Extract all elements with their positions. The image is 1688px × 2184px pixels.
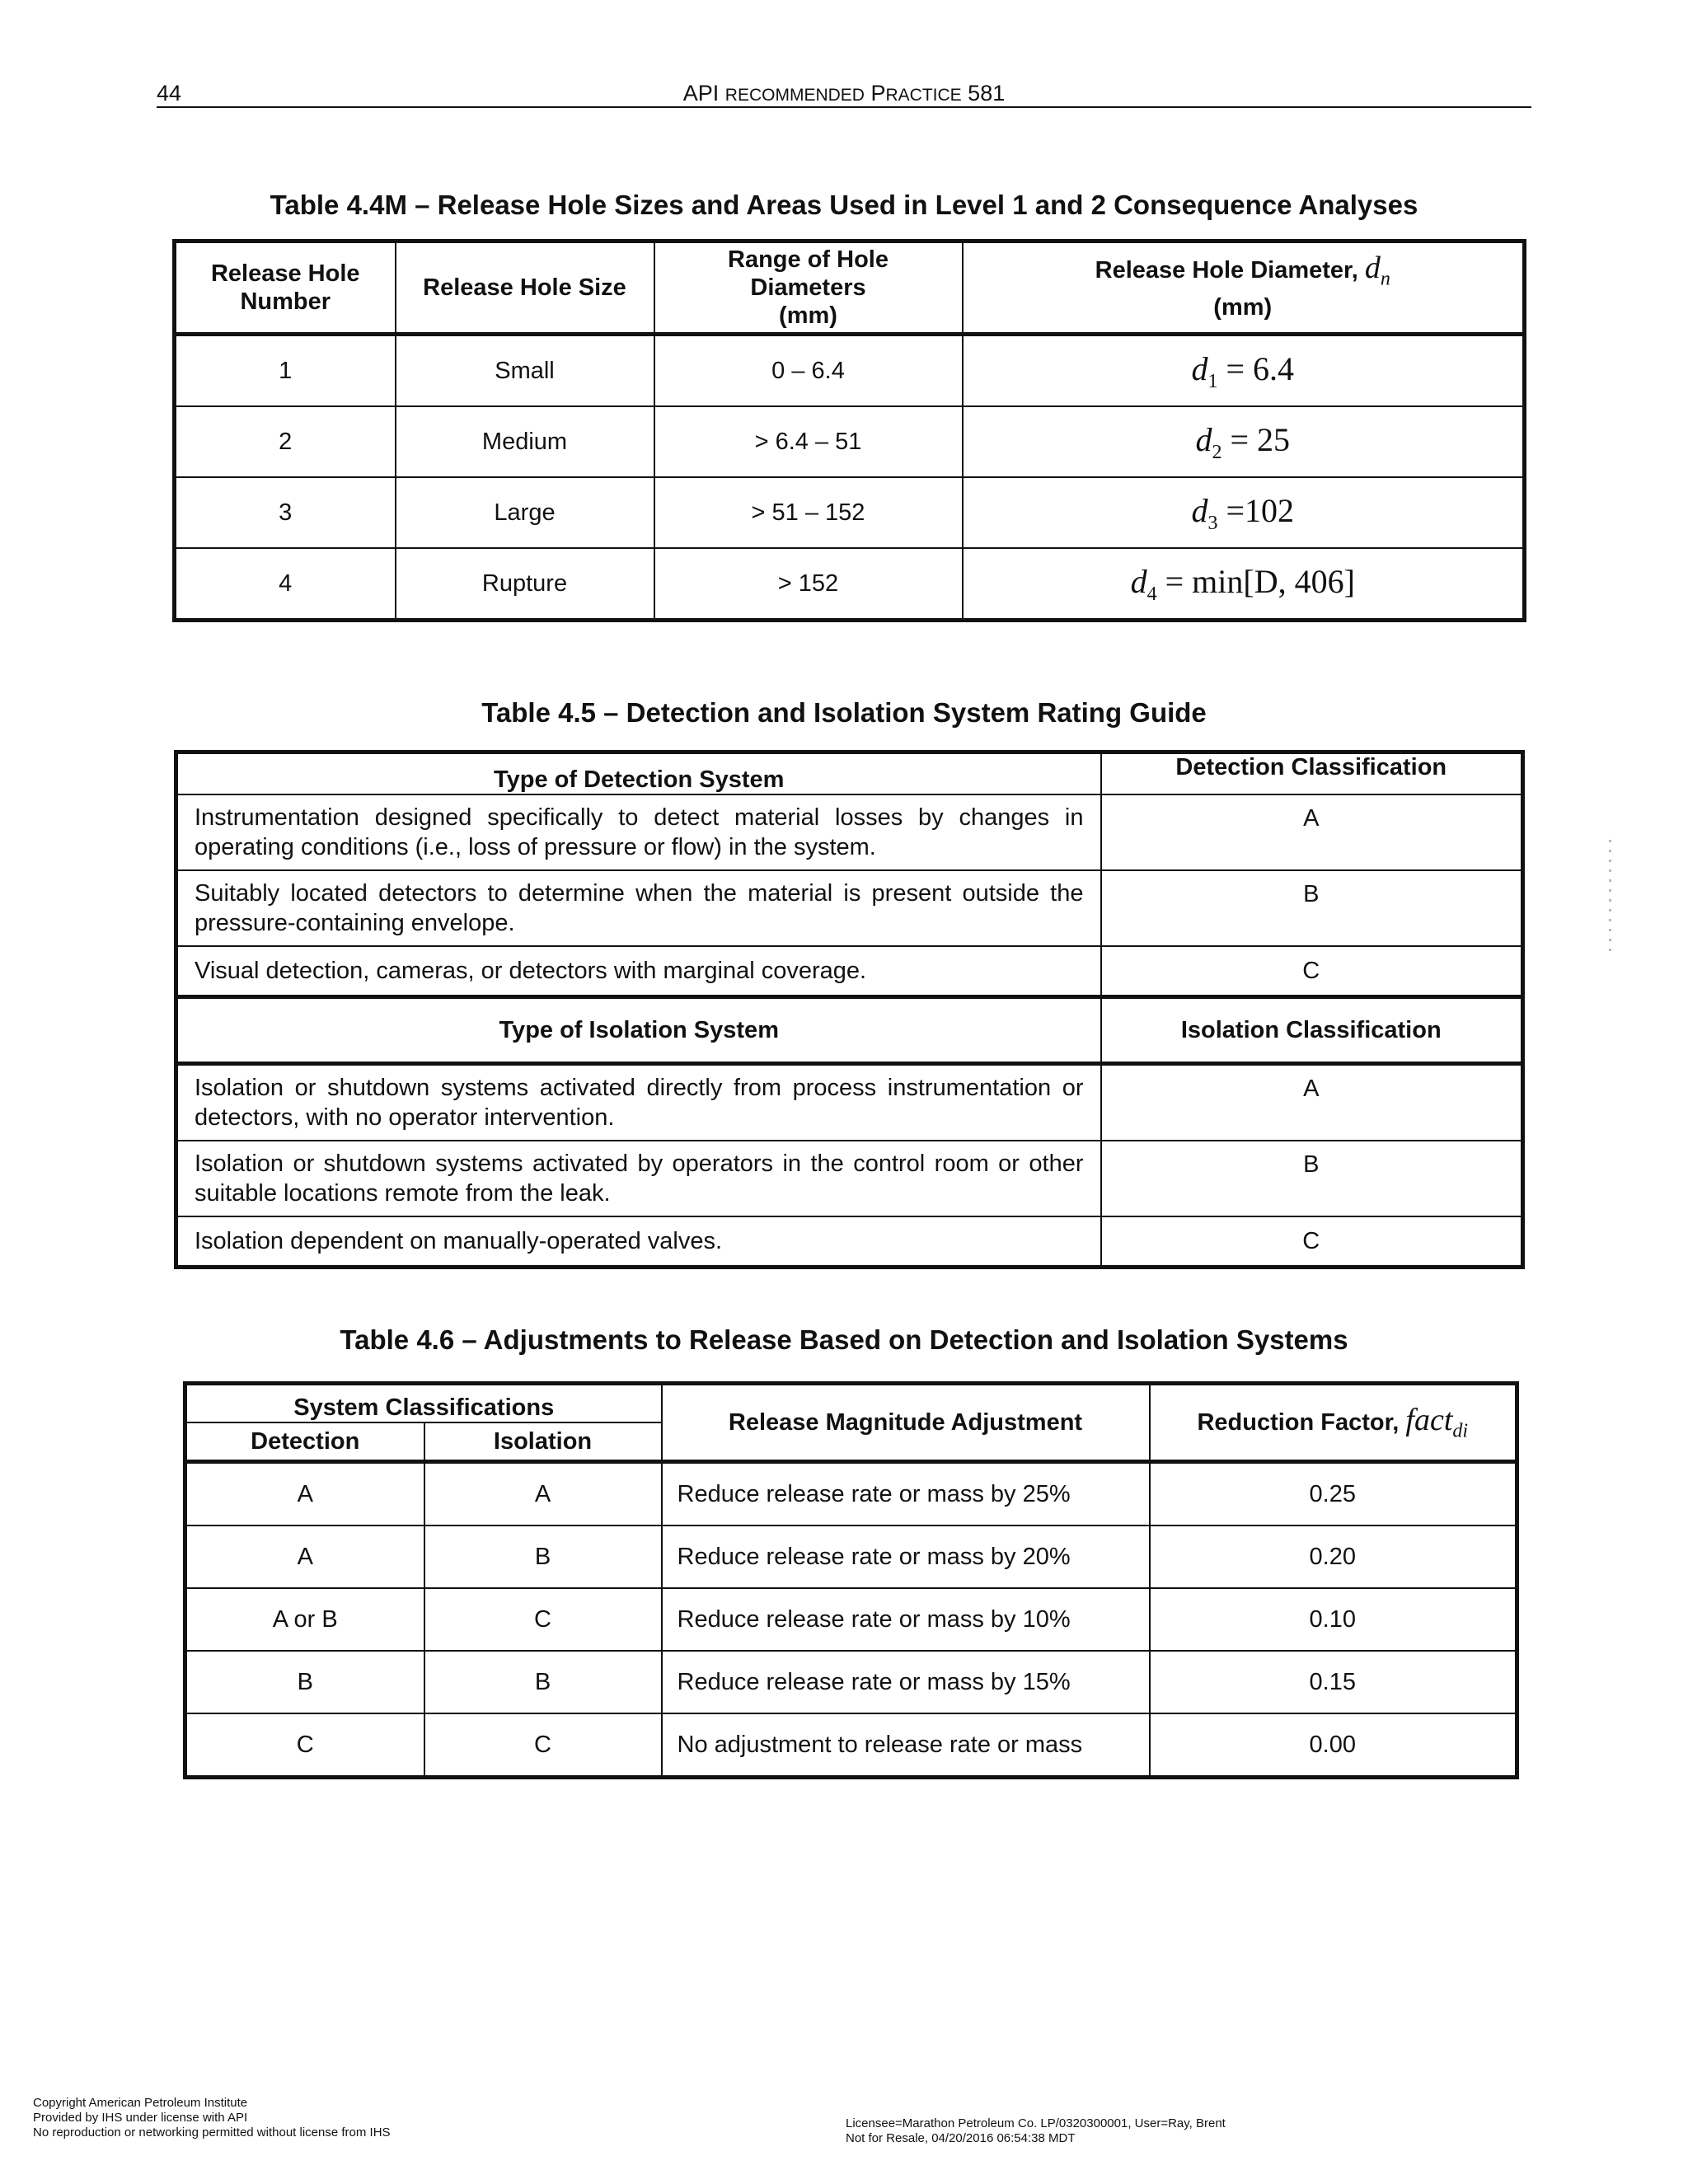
detection-cell: B <box>185 1651 424 1713</box>
detection-isolation-table <box>174 750 1525 1269</box>
hole-size-cell: Medium <box>396 406 654 477</box>
classification-cell: B <box>1101 1141 1523 1216</box>
table-row <box>176 1064 1523 1141</box>
table-44m-caption: Table 4.4M – Release Hole Sizes and Areas Used in Level 1 and 2 Consequence Analyses <box>270 190 1418 220</box>
hole-number-cell: 4 <box>175 548 396 621</box>
reduction-factor-cell: 0.10 <box>1150 1588 1517 1651</box>
system-description-cell: Isolation or shutdown systems activated by operators in the control room or other suitable locations remote from the leak. <box>176 1141 1101 1216</box>
system-description-cell: Isolation dependent on manually-operated valves. <box>176 1216 1101 1268</box>
adjustment-header: Release Magnitude Adjustment <box>662 1384 1150 1462</box>
header-rule <box>157 106 1531 108</box>
factor-header: Reduction Factor, fact$_{di}$ <box>1150 1384 1517 1462</box>
detection-type-header: Type of Detection System <box>176 752 1101 795</box>
hole-number-cell: 2 <box>175 406 396 477</box>
release-hole-table <box>172 239 1526 622</box>
isolation-cell: B <box>424 1651 662 1713</box>
hole-range-cell: > 152 <box>654 548 963 621</box>
table-row <box>185 1713 1517 1778</box>
detection-cell: C <box>185 1713 424 1778</box>
detection-cell: A or B <box>185 1588 424 1651</box>
classification-cell: A <box>1101 794 1523 870</box>
isolation-cell: A <box>424 1462 662 1526</box>
reduction-factor-cell: 0.00 <box>1150 1713 1517 1778</box>
hole-range-cell: > 51 – 152 <box>654 477 963 548</box>
footer-license: Licensee=Marathon Petroleum Co. LP/0320300001, User=Ray, Brent Not for Resale, 04/20/2016 06:54:38 MDT <box>846 2116 1226 2145</box>
adjustment-cell: Reduce release rate or mass by 10% <box>662 1588 1150 1651</box>
table-row <box>175 406 1525 477</box>
margin-marks <box>1609 832 1614 1080</box>
hole-range-cell: 0 – 6.4 <box>654 335 963 407</box>
hole-diameter-cell: $d_2 = 25$ <box>963 406 1525 477</box>
classification-cell: B <box>1101 870 1523 946</box>
classification-cell: A <box>1101 1064 1523 1141</box>
table-header-row <box>175 241 1525 335</box>
col-header-number: Release Hole Number <box>175 241 396 335</box>
hole-size-cell: Rupture <box>396 548 654 621</box>
detection-header-row <box>176 752 1523 795</box>
system-classifications-header: System Classifications <box>185 1384 662 1423</box>
adjustment-cell: Reduce release rate or mass by 25% <box>662 1462 1150 1526</box>
table-row <box>175 548 1525 621</box>
detection-cell: A <box>185 1462 424 1526</box>
adjustment-cell: No adjustment to release rate or mass <box>662 1713 1150 1778</box>
hole-diameter-cell: $d_4 = \min[D$, 406] <box>963 548 1525 621</box>
isolation-cell: B <box>424 1526 662 1588</box>
table-row <box>176 1141 1523 1216</box>
isolation-cell: C <box>424 1588 662 1651</box>
adjustment-cell: Reduce release rate or mass by 20% <box>662 1526 1150 1588</box>
table-46-caption: Table 4.6 – Adjustments to Release Based on Detection and Isolation Systems <box>340 1324 1348 1355</box>
isolation-class-header: Isolation Classification <box>1101 997 1523 1064</box>
isolation-type-header: Type of Isolation System <box>176 997 1101 1064</box>
table-row <box>185 1526 1517 1588</box>
page-number: 44 <box>157 81 182 105</box>
detection-class-header: Detection Classification <box>1101 752 1523 795</box>
reduction-factor-cell: 0.25 <box>1150 1462 1517 1526</box>
table-row <box>185 1588 1517 1651</box>
classification-cell: C <box>1101 946 1523 997</box>
hole-diameter-cell: $d_1 = 6.4$ <box>963 335 1525 407</box>
col-header-diameter: Release Hole Diameter, $d_n$ (mm) <box>963 241 1525 335</box>
table-row <box>175 335 1525 407</box>
hole-size-cell: Small <box>396 335 654 407</box>
dn-symbol: $d_n$ <box>1364 251 1390 290</box>
reduction-factor-cell: 0.15 <box>1150 1651 1517 1713</box>
reduction-factor-cell: 0.20 <box>1150 1526 1517 1588</box>
system-description-cell: Visual detection, cameras, or detectors with marginal coverage. <box>176 946 1101 997</box>
table-row <box>176 794 1523 870</box>
table-45-caption: Table 4.5 – Detection and Isolation System Rating Guide <box>481 697 1207 728</box>
table-header-row-1 <box>185 1384 1517 1423</box>
hole-diameter-cell: $d_3 =102$ <box>963 477 1525 548</box>
hole-range-cell: > 6.4 – 51 <box>654 406 963 477</box>
release-adjustment-table <box>183 1381 1519 1779</box>
system-description-cell: Instrumentation designed specifically to detect material losses by changes in operating conditions (i.e., loss of pressure or flow) in the system. <box>176 794 1101 870</box>
col-header-size: Release Hole Size <box>396 241 654 335</box>
table-row <box>185 1462 1517 1526</box>
isolation-header-row <box>176 997 1523 1064</box>
table-row <box>185 1651 1517 1713</box>
adjustment-cell: Reduce release rate or mass by 15% <box>662 1651 1150 1713</box>
detection-header: Detection <box>185 1422 424 1462</box>
hole-number-cell: 1 <box>175 335 396 407</box>
footer-copyright: Copyright American Petroleum Institute Provided by IHS under license with API No reproduction or networking permitted without license from IHS <box>33 2096 391 2139</box>
classification-cell: C <box>1101 1216 1523 1268</box>
system-description-cell: Suitably located detectors to determine when the material is present outside the pressure-containing envelope. <box>176 870 1101 946</box>
hole-size-cell: Large <box>396 477 654 548</box>
table-row <box>175 477 1525 548</box>
running-header: API RECOMMENDED PRACTICE 581 <box>682 81 1006 105</box>
table-row <box>176 946 1523 997</box>
col-header-range: Range of Hole Diameters (mm) <box>654 241 963 335</box>
table-row <box>176 870 1523 946</box>
system-description-cell: Isolation or shutdown systems activated directly from process instrumentation or detectors, with no operator intervention. <box>176 1064 1101 1141</box>
hole-number-cell: 3 <box>175 477 396 548</box>
fact-symbol: fact$_{di}$ <box>1405 1403 1469 1442</box>
isolation-header: Isolation <box>424 1422 662 1462</box>
detection-cell: A <box>185 1526 424 1588</box>
table-row <box>176 1216 1523 1268</box>
isolation-cell: C <box>424 1713 662 1778</box>
